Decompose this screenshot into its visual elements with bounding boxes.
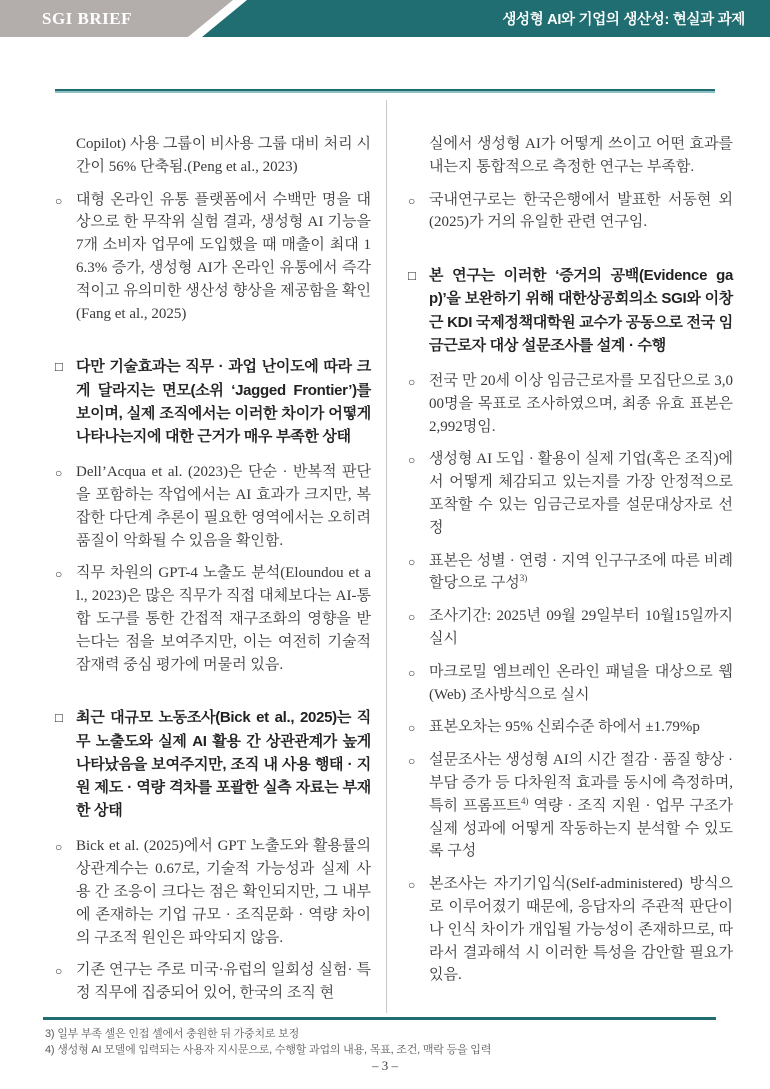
footnote-reference: 3) (519, 573, 528, 584)
heading-marker: □ (408, 268, 416, 284)
body-content (55, 133, 733, 1005)
brand-label: SGI BRIEF (42, 8, 132, 28)
item-text: 표본오차는 95% 신뢰수준 하에서 ±1.79%p (429, 719, 700, 736)
continuation-paragraph (408, 133, 733, 179)
page-header (0, 0, 770, 37)
bullet-item (408, 661, 733, 707)
bullet-marker: ○ (55, 193, 63, 208)
column-left (55, 133, 371, 1005)
bullet-item (408, 873, 733, 987)
bullet-item (408, 448, 733, 539)
bullet-marker: ○ (408, 665, 416, 680)
bullet-marker: ○ (408, 375, 416, 389)
bullet-item (408, 749, 733, 863)
item-text: 생성형 AI 도입 · 활용이 실제 기업(혹은 조직)에서 어떻게 체감되고 있는지를 가장 안정적으로 포착할 수 있는 임금근로자를 설문대상자로 선정 (429, 451, 733, 536)
page-number: – 3 – (372, 1058, 398, 1073)
footnote-reference: 4) (520, 795, 529, 806)
heading-item (55, 355, 371, 448)
item-text: Dell’Acqua et al. (2023)은 단순 · 반복적 판단을 포함하는 작업에서는 AI 효과가 크지만, 복잡한 다단계 추론이 필요한 영역에서는 오히려 품질이 악화될 수 있음을 확인함. (76, 464, 371, 549)
item-text: 국내연구로는 한국은행에서 발표한 서동현 외 (2025)가 거의 유일한 관련 연구임. (429, 191, 733, 231)
footnote: 3) 일부 부족 셀은 인접 셀에서 충원한 뒤 가중치로 보정 (45, 1028, 300, 1040)
item-text: 다만 기술효과는 직무 · 과업 난이도에 따라 크게 달라지는 면모(소위 ‘Jagged Frontier’)를 보이며, 실제 조직에서는 이러한 차이가 어떻게 나타나는지에 대한 근거가 매우 부족한 상태 (76, 358, 371, 445)
item-text: 본 연구는 이러한 ‘증거의 공백(Evidence gap)’을 보완하기 위해 대한상공회의소 SGI와 이창근 KDI 국제정책대학원 교수가 공동으로 전국 임금근로자 대상 설문조사를 설계 · 수행 (429, 267, 733, 354)
item-text: 대형 온라인 유통 플랫폼에서 수백만 명을 대상으로 한 무작위 실험 결과, 생성형 AI 기능을 7개 소비자 업무에 도입했을 때 매출이 최대 16.3% 증가, 생성형 AI가 온라인 유통에서 즉각적이고 유의미한 생산성 향상을 제공함을 확인(Fang et al., 2025) (76, 191, 371, 322)
bullet-marker: ○ (408, 554, 416, 569)
item-text: 마크로밀 엠브레인 온라인 패널을 대상으로 웹(Web) 조사방식으로 실시 (429, 663, 733, 703)
header-title: 생성형 AI와 기업의 생산성: 현실과 과제 (502, 12, 745, 28)
top-rule (55, 89, 715, 93)
heading-marker: □ (55, 359, 63, 375)
continuation-paragraph (55, 133, 371, 179)
bullet-marker: ○ (408, 453, 416, 468)
heading-item (55, 706, 371, 822)
footnote: 4) 생성형 AI 모델에 입력되는 사용자 지시문으로, 수행할 과업의 내용, 목표, 조건, 맥락 등을 입력 (45, 1044, 492, 1056)
item-text: 본조사는 자기기입식(Self-administered) 방식으로 이루어졌기 때문에, 응답자의 주관적 판단이나 인식 차이가 개입될 가능성이 존재하므로, 따라서 결과해석 시 이러한 특성을 감안할 필요가 있음. (429, 876, 733, 984)
bullet-item (408, 189, 733, 235)
bullet-marker: ○ (408, 878, 416, 893)
bullet-item (55, 835, 371, 949)
bullet-item (55, 189, 371, 326)
item-text: 설문조사는 생성형 AI의 시간 절감 · 품질 향상 · 부담 증가 등 다차원적 효과를 동시에 측정하며, 특히 프롬프트$^{4)}$ 역량 · 조직 지원 · 업무 구조가 실제 성과에 어떻게 작동하는지 분석할 수 있도록 구성 (429, 752, 733, 860)
item-text: 표본은 성별 · 연령 · 지역 인구구조에 따른 비례할당으로 구성$^{3)}$ (429, 552, 733, 592)
bullet-item (408, 716, 733, 739)
bullet-item (408, 550, 733, 596)
heading-marker: □ (55, 710, 63, 726)
heading-item (408, 264, 733, 357)
bullet-item (408, 370, 733, 438)
item-text: 실에서 생성형 AI가 어떻게 쓰이고 어떤 효과를 내는지 통합적으로 측정한 연구는 부족함. (429, 136, 733, 175)
bullet-marker: ○ (55, 840, 63, 855)
item-text: 전국 만 20세 이상 임금근로자를 모집단으로 3,000명을 목표로 조사하였으며, 최종 유효 표본은 2,992명임. (429, 373, 733, 435)
bullet-marker: ○ (55, 964, 63, 979)
bullet-item (55, 461, 371, 552)
item-text: 직무 차원의 GPT-4 노출도 분석(Eloundou et al., 2023)은 많은 직무가 직접 대체보다는 AI-통합 도구를 통한 간접적 재구조화의 영향을 받는다는 점을 보여주지만, 이는 여전히 기술적 잠재력 중심 평가에 머물러 있음. (76, 565, 371, 673)
footnotes (45, 1026, 745, 1058)
bullet-marker: ○ (55, 466, 63, 481)
bullet-item (408, 605, 733, 651)
item-text: 기존 연구는 주로 미국·유럽의 일회성 실험· 특정 직무에 집중되어 있어, 한국의 조직 현 (76, 962, 371, 1002)
item-text: Bick et al. (2025)에서 GPT 노출도와 활용률의 상관계수는 0.67로, 기술적 가능성과 실제 사용 간 조응이 크다는 점은 확인되지만, 그 내부에 존재하는 기업 규모 · 조직문화 · 역량 차이의 구조적 원인은 파악되지 않음. (76, 838, 371, 946)
item-text: 최근 대규모 노동조사(Bick et al., 2025)는 직무 노출도와 실제 AI 활용 간 상관관계가 높게 나타났음을 보여주지만, 조직 내 사용 행태 · 지원 제도 · 역량 격차를 포괄한 실측 자료는 부재한 상태 (76, 709, 371, 820)
bullet-item (55, 562, 371, 676)
column-right (408, 133, 733, 1005)
bullet-marker: ○ (408, 193, 416, 208)
footnote-rule (43, 1017, 716, 1020)
bullet-marker: ○ (408, 721, 416, 736)
item-text: Copilot) 사용 그룹이 비사용 그룹 대비 처리 시간이 56% 단축됨.(Peng et al., 2023) (76, 136, 371, 175)
bullet-marker: ○ (408, 610, 416, 625)
bullet-item (55, 959, 371, 1005)
item-text: 조사기간: 2025년 09월 29일부터 10월15일까지 실시 (429, 608, 733, 647)
bullet-marker: ○ (55, 567, 63, 582)
bullet-marker: ○ (408, 754, 416, 769)
